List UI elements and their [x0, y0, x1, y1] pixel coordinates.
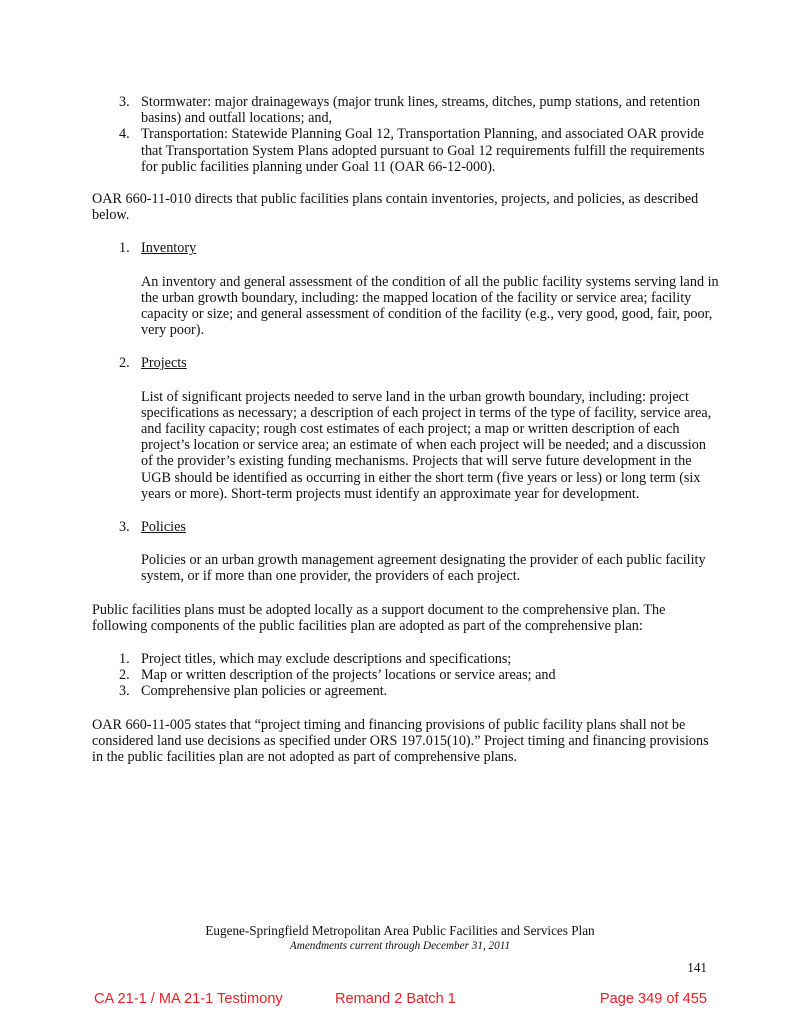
list-text: Transportation: Statewide Planning Goal 12, Transportation Planning, and associated OAR provide that Transportation System Plans adopted pursuant to Goal 12 requirements fulfill the requirements for public facilities planning under Goal 11 (OAR 66-12-000). [141, 126, 705, 175]
stamp-page-count: Page 349 of 455 [599, 991, 707, 1007]
section-text: An inventory and general assessment of the condition of all the public facility systems serving land in the urban growth boundary, including: the mapped location of the facility or service area; facility capacity or size; and general assessment of condition of the facility (e.g., very good, good, fair, poor, very poor). [141, 273, 719, 339]
list-item [92, 651, 720, 667]
document-body [92, 94, 720, 765]
page-number: 141 [687, 960, 707, 975]
list-item [92, 683, 720, 699]
adoption-paragraph: Public facilities plans must be adopted locally as a support document to the comprehensive plan. The following components of the public facilities plan are adopted as part of the comprehensive plan: [92, 601, 666, 634]
section-number: 2. [119, 355, 130, 372]
section-projects [92, 355, 720, 502]
section-title: Inventory [141, 240, 197, 257]
list-text: Project titles, which may exclude descriptions and specifications; [141, 651, 512, 668]
top-list [92, 94, 720, 175]
stamp-batch-label: Remand 2 Batch 1 [335, 991, 456, 1007]
section-text: Policies or an urban growth management agreement designating the provider of each public facility system, or if more than one provider, the providers of each project. [141, 552, 706, 585]
section-title: Policies [141, 519, 186, 536]
section-inventory [92, 240, 720, 338]
components-list [92, 651, 720, 700]
section-policies [92, 519, 720, 585]
list-number: 3. [119, 683, 130, 700]
list-text: Stormwater: major drainageways (major trunk lines, streams, ditches, pump stations, and retention basins) and outfall locations; and, [141, 94, 701, 127]
footer-subtitle: Amendments current through December 31, 2011 [289, 940, 511, 952]
list-item [92, 126, 720, 175]
footer-title: Eugene-Springfield Metropolitan Area Public Facilities and Services Plan [205, 923, 595, 938]
list-number: 1. [119, 651, 130, 668]
closing-paragraph: OAR 660-11-005 states that “project timing and financing provisions of public facility plans shall not be considered land use decisions as specified under ORS 197.015(10).” Project timing and financing provisions in the public facilities plan are not adopted as part of comprehensive plans. [92, 716, 709, 766]
section-number: 3. [119, 519, 130, 536]
list-item [92, 94, 720, 126]
section-number: 1. [119, 240, 130, 257]
section-text: List of significant projects needed to serve land in the urban growth boundary, including: project specifications as necessary; a description of each project in terms of the type of facility, service area, and facility capacity; rough cost estimates of each project; a map or written description of each project’s location or service area; an estimate of when each project will be needed; and a discussion of the provider’s existing funding mechanisms. Projects that will serve future development in the UGB should be identified as occurring in either the short term (five years or less) or long term (six years or more). Short-term projects must identify an approximate year for development. [141, 388, 712, 502]
list-number: 3. [119, 94, 130, 110]
list-text: Map or written description of the projects’ locations or service areas; and [141, 667, 556, 684]
list-number: 2. [119, 667, 130, 684]
list-item [92, 667, 720, 683]
intro-paragraph: OAR 660-11-010 directs that public facilities plans contain inventories, projects, and policies, as described below. [92, 191, 699, 224]
list-text: Comprehensive plan policies or agreement. [141, 683, 388, 700]
stamp-testimony-label: CA 21-1 / MA 21-1 Testimony [94, 991, 283, 1007]
section-title: Projects [141, 355, 187, 372]
list-number: 4. [119, 126, 130, 143]
